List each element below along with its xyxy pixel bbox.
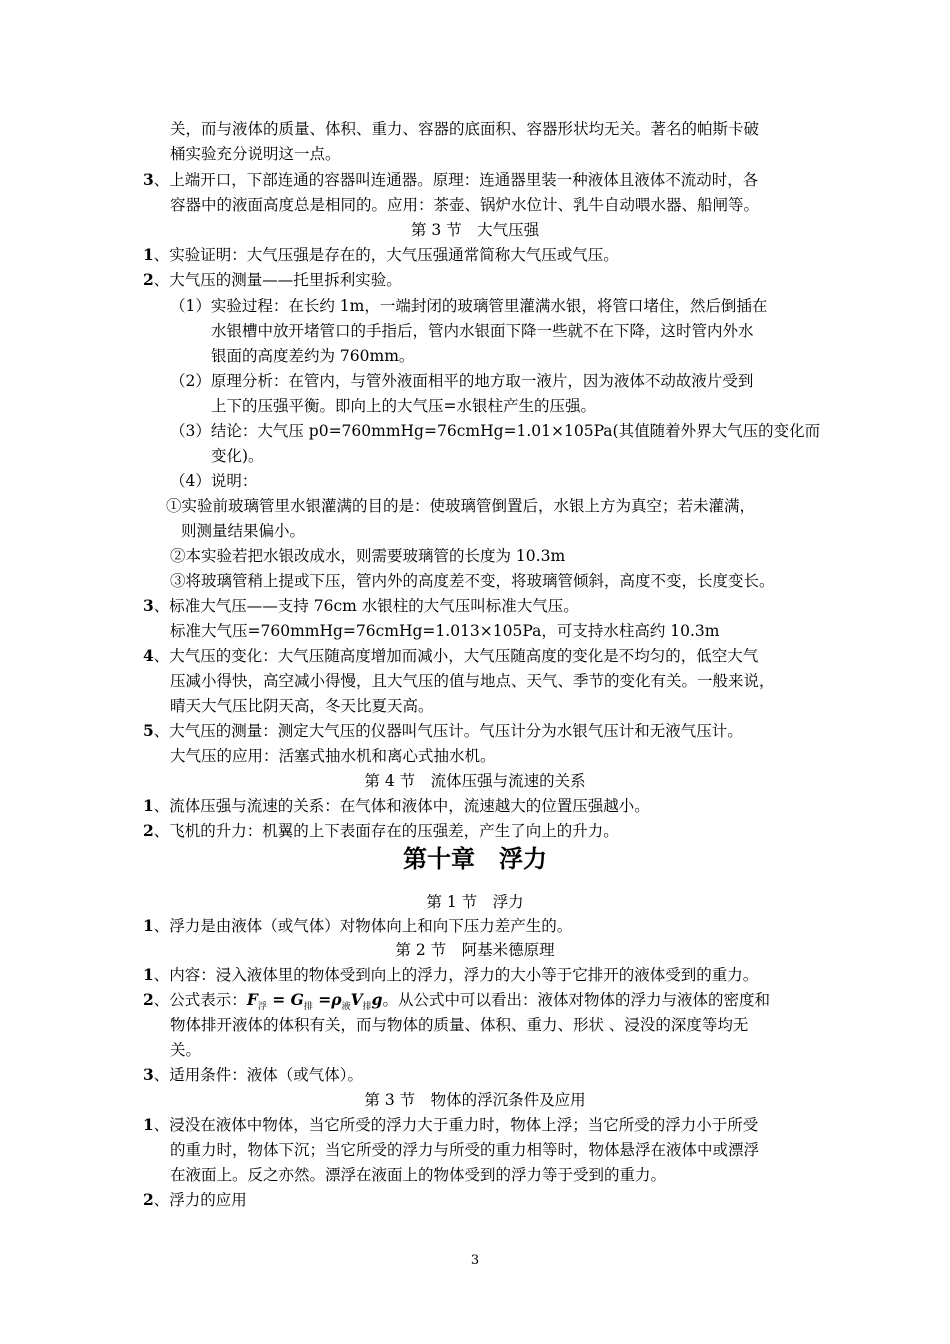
item-number: 1 (143, 916, 154, 935)
item-text: 、大气压的测量——托里拆利实验。 (153, 271, 402, 289)
item-text: 、实验证明：大气压强是存在的，大气压强通常简称大气压或气压。 (153, 246, 619, 264)
item-number: 1 (143, 1115, 154, 1134)
list-item (143, 1063, 363, 1087)
formula-subscript: 排 (303, 1002, 313, 1012)
item-number: 2 (143, 990, 154, 1009)
formula-symbol: ρ (331, 990, 342, 1009)
item-number: 1 (143, 796, 154, 815)
paragraph-line: 则测量结果偏小。 (181, 522, 306, 540)
item-text: 、浸没在液体中物体，当它所受的浮力大于重力时，物体上浮；当它所受的浮力小于所受 (153, 1116, 759, 1134)
paragraph-line: 关。 (170, 1041, 202, 1059)
chapter-title: 第十章 浮力 (403, 845, 547, 873)
note-item: ①实验前玻璃管里水银灌满的目的是：使玻璃管倒置后，水银上方为真空；若未灌满， (166, 497, 756, 515)
sub-item: （1）实验过程：在长约 1m，一端封闭的玻璃管里灌满水银，将管口堵住，然后倒插在 (170, 297, 768, 315)
paragraph-line: 桶实验充分说明这一点。 (170, 145, 341, 163)
sub-item: （4）说明： (170, 472, 258, 490)
item-number: 2 (143, 270, 154, 289)
paragraph-line: 的重力时，物体下沉；当它所受的浮力与所受的重力相等时，物体悬浮在液体中或漂浮 (170, 1141, 760, 1159)
item-text: 。从公式中可以看出：液体对物体的浮力与液体的密度和 (382, 991, 771, 1009)
paragraph-line: 标准大气压=760mmHg=76cmHg=1.013×105Pa，可支持水柱高约 10.3m (170, 622, 720, 640)
paragraph-line: 在液面上。反之亦然。漂浮在液面上的物体受到的浮力等于受到的重力。 (170, 1166, 667, 1184)
list-item (143, 1113, 758, 1137)
item-text: 、内容：浸入液体里的物体受到向上的浮力，浮力的大小等于它排开的液体受到的重力。 (153, 966, 759, 984)
paragraph-line: 容器中的液面高度总是相同的。应用：茶壶、锅炉水位计、乳牛自动喂水器、船闸等。 (170, 196, 760, 214)
list-item (143, 243, 619, 267)
item-text: 、飞机的升力：机翼的上下表面存在的压强差，产生了向上的升力。 (153, 822, 619, 840)
paragraph-line: 晴天大气压比阴天高，冬天比夏天高。 (170, 697, 434, 715)
formula-subscript: 液 (341, 1002, 351, 1012)
list-item (143, 963, 758, 987)
item-text: 、公式表示： (153, 991, 247, 1009)
section-heading: 第 3 节 大气压强 (410, 221, 540, 239)
formula-operator: = (312, 990, 332, 1009)
formula-subscript: 浮 (257, 1002, 267, 1012)
item-number: 3 (143, 170, 154, 189)
item-number: 2 (143, 821, 154, 840)
item-text: 、浮力是由液体（或气体）对物体向上和向下压力差产生的。 (153, 917, 573, 935)
formula-operator: = (266, 990, 291, 1009)
section-heading: 第 3 节 物体的浮沉条件及应用 (364, 1091, 586, 1109)
page-number: 3 (470, 1253, 480, 1268)
item-number: 1 (143, 245, 154, 264)
item-text: 、浮力的应用 (153, 1191, 247, 1209)
formula-symbol: G (290, 990, 304, 1009)
formula-subscript: 排 (362, 1002, 372, 1012)
section-heading: 第 1 节 浮力 (426, 893, 524, 911)
list-item (143, 1188, 247, 1212)
list-item (143, 794, 650, 818)
item-text: 、上端开口，下部连通的容器叫连通器。原理：连通器里装一种液体且液体不流动时，各 (153, 171, 759, 189)
sub-item: （3）结论：大气压 p0=760mmHg=76cmHg=1.01×105Pa(其值随着外界大气压的变化而 (170, 422, 821, 440)
list-item (143, 819, 619, 843)
formula-symbol: g (371, 990, 383, 1009)
list-item (143, 594, 579, 618)
paragraph-line: 银面的高度差约为 760mm。 (211, 347, 415, 365)
list-item (143, 168, 758, 192)
paragraph-line: 变化)。 (211, 447, 264, 465)
item-number: 3 (143, 596, 154, 615)
section-heading: 第 2 节 阿基米德原理 (395, 941, 555, 959)
note-item: ③将玻璃管稍上提或下压，管内外的高度差不变，将玻璃管倾斜，高度不变，长度变长。 (170, 572, 775, 590)
item-number: 4 (143, 646, 154, 665)
formula-symbol: V (350, 990, 363, 1009)
paragraph-line: 大气压的应用：活塞式抽水机和离心式抽水机。 (170, 747, 496, 765)
list-item (143, 914, 572, 938)
note-item: ②本实验若把水银改成水，则需要玻璃管的长度为 10.3m (170, 547, 566, 565)
paragraph-line: 水银槽中放开堵管口的手指后，管内水银面下降一些就不在下降，这时管内外水 (211, 322, 754, 340)
item-text: 、大气压的变化：大气压随高度增加而减小，大气压随高度的变化是不均匀的，低空大气 (153, 647, 759, 665)
item-number: 1 (143, 965, 154, 984)
list-item (143, 644, 758, 668)
section-heading: 第 4 节 流体压强与流速的关系 (364, 772, 586, 790)
item-number: 5 (143, 721, 154, 740)
paragraph-line: 物体排开液体的体积有关，而与物体的质量、体积、重力、形状 、浸没的深度等均无 (170, 1016, 749, 1034)
list-item (143, 719, 743, 743)
item-text: 、适用条件：液体（或气体）。 (153, 1066, 364, 1084)
item-text: 、标准大气压——支持 76cm 水银柱的大气压叫标准大气压。 (153, 597, 579, 615)
paragraph-line: 上下的压强平衡。即向上的大气压=水银柱产生的压强。 (211, 397, 596, 415)
item-text: 、流体压强与流速的关系：在气体和液体中，流速越大的位置压强越小。 (153, 797, 650, 815)
item-number: 2 (143, 1190, 154, 1209)
item-number: 3 (143, 1065, 154, 1084)
list-item (143, 268, 402, 292)
sub-item: （2）原理分析：在管内，与管外液面相平的地方取一液片，因为液体不动故液片受到 (170, 372, 754, 390)
item-text: 、大气压的测量：测定大气压的仪器叫气压计。气压计分为水银气压计和无液气压计。 (153, 722, 743, 740)
paragraph-line: 关，而与液体的质量、体积、重力、容器的底面积、容器形状均无关。著名的帕斯卡破 (170, 120, 760, 138)
formula-symbol: F (246, 990, 258, 1009)
paragraph-line: 压减小得快，高空减小得慢，且大气压的值与地点、天气、季节的变化有关。一般来说， (170, 672, 775, 690)
